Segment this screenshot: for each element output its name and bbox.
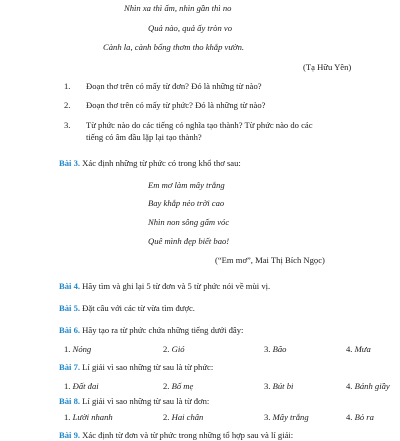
question-text: Đoạn thơ trên có mấy từ đơn? Đó là những từ nào? [86,81,262,91]
question-number: 2. [64,100,71,110]
poem-line: Quê mình đẹp biết bao! [148,236,230,246]
list-item: 3. Bão [264,344,287,354]
list-item: 1. Đất đai [64,381,99,391]
exercise-4 [59,281,270,292]
exercise-5 [59,303,195,314]
list-item: 2. Hai chân [163,412,204,422]
list-item: 1. Lười nhanh [64,412,113,422]
exercise-8 [59,396,209,407]
exercise-3 [59,158,241,169]
list-item: 2. Bố mẹ [163,381,194,391]
question-number: 1. [64,81,71,91]
poem-line: Em mơ làm mây trắng [148,180,225,190]
exercise-6 [59,325,243,336]
exercise-label: Bài 9. [59,430,81,440]
list-item: 1. Nóng [64,344,92,354]
list-item: 4. Mưa [346,344,371,354]
list-item: 4. Bỏ ra [346,412,374,422]
exercise-label: Bài 7. [59,362,81,372]
poem-line: Nhìn non sông gấm vóc [148,217,230,227]
exercise-label: Bài 8. [59,396,81,406]
list-item: 2. Gió [163,344,185,354]
exercise-text: Xác định những từ phức có trong khổ thơ sau: [82,158,241,168]
list-item: 3. Bút bi [264,381,294,391]
list-item: 4. Bánh giầy [346,381,390,391]
exercise-text: Lí giải vì sao những từ sau là từ phức: [82,362,214,372]
question-text: Đoạn thơ trên có mấy từ phức? Đó là những từ nào? [86,100,266,110]
poem-line: Bay khắp nẻo trời cao [148,198,225,208]
poem-source: (“Em mơ”, Mai Thị Bích Ngọc) [215,255,325,265]
exercise-label: Bài 5. [59,303,81,313]
question-number: 3. [64,120,71,130]
exercise-text: Hãy tìm và ghi lại 5 từ đơn và 5 từ phức nói về mùi vị. [82,281,271,291]
exercise-text: Hãy tạo ra từ phức chứa những tiếng dưới đây: [82,325,244,335]
exercise-text: Đặt câu với các từ vừa tìm được. [82,303,195,313]
poem-line: Cành la, cành bổng thơm tho khắp vườn. [103,42,245,52]
exercise-9 [59,430,293,441]
list-item: 3. Mây trắng [264,412,309,422]
exercise-text: Lí giải vì sao những từ sau là từ đơn: [82,396,210,406]
poem-line: Nhìn xa thì ấm, nhìn gần thì no [124,3,232,13]
question-text-cont: tiếng có âm đầu lặp lại tạo thành? [86,132,202,142]
exercise-label: Bài 3. [59,158,81,168]
exercise-label: Bài 4. [59,281,81,291]
exercise-text: Xác định từ đơn và từ phức trong những tổ hợp sau và lí giải: [82,430,294,440]
question-text: Từ phức nào do các tiếng có nghĩa tạo thành? Từ phức nào do các [86,120,313,130]
poem-source: (Tạ Hữu Yên) [303,62,352,72]
exercise-7 [59,362,213,373]
exercise-label: Bài 6. [59,325,81,335]
poem-line: Quả nào, quả ấy tròn vo [148,23,233,33]
